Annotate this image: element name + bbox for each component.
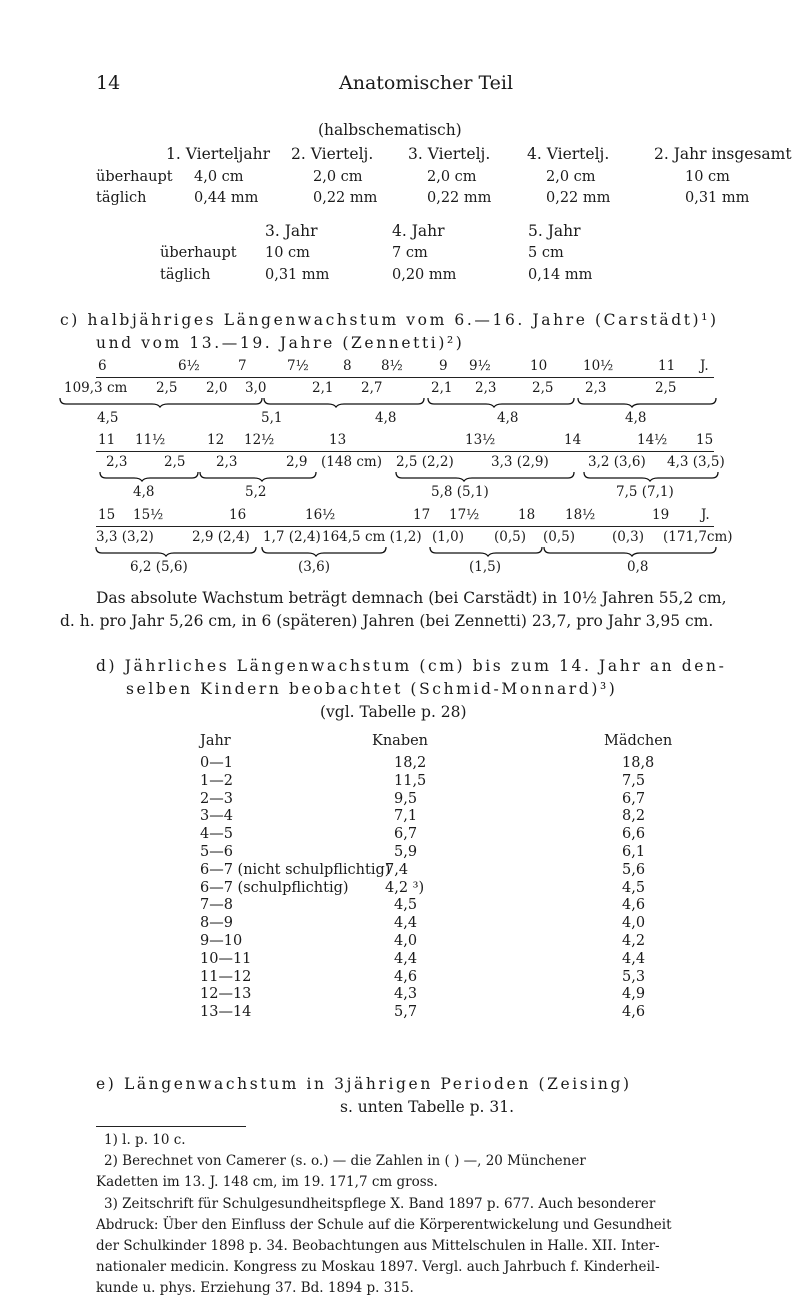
age-label: 17½ [449, 507, 480, 523]
age-label: 11 [98, 432, 116, 448]
cell-jahr: 5—6 [200, 844, 233, 860]
age-label: 18½ [565, 507, 596, 523]
cell-knaben: 9,5 [394, 790, 418, 807]
footnote-3: 3) Zeitschrift für Schulgesundheitspflege X. Band 1897 p. 677. Auch besonderer [104, 1196, 656, 1212]
cell-jahr: 9—10 [200, 933, 243, 949]
value: 2,5 (2,2) [396, 454, 454, 470]
yearly-sum: 4,8 [625, 410, 647, 426]
value: 3,2 (3,6) [588, 454, 646, 470]
cell: 0,22 mm [313, 190, 378, 206]
cell-maedchen: 6,6 [622, 826, 646, 843]
value: 109,3 cm [64, 380, 128, 396]
brace [544, 547, 716, 556]
col-header: 4. Viertelj. [527, 145, 610, 163]
value: 2,5 [164, 454, 186, 470]
cell: 5 cm [528, 245, 564, 261]
value: (171,7cm) [663, 529, 733, 545]
brace [96, 547, 256, 556]
page-number: 14 [96, 72, 121, 94]
age-label: 6 [98, 358, 107, 374]
value: 2,7 [361, 380, 383, 396]
block2-braces [0, 470, 800, 482]
block1-yearly-row [0, 410, 800, 432]
age-label: 8 [343, 358, 352, 374]
cell-maedchen: 8,2 [622, 808, 646, 825]
footnote-3-cont: kunde u. phys. Erziehung 37. Bd. 1894 p. 315. [96, 1280, 414, 1296]
value: 1,7 (2,4) [263, 529, 321, 545]
brace [200, 472, 316, 481]
yearly-sum: 6,2 (5,6) [130, 559, 188, 575]
block2-yearly-row [0, 484, 800, 506]
quarter-overall-row [0, 169, 800, 191]
cell-jahr: 2—3 [200, 790, 233, 807]
footnote-3-cont: Abdruck: Über den Einfluss der Schule auf die Körperentwickelung und Gesundheit [96, 1217, 672, 1233]
block3-yearly-row [0, 559, 800, 581]
summary-line-1: Das absolute Wachstum beträgt demnach (bei Carstädt) in 10½ Jahren 55,2 cm, [96, 589, 727, 607]
cell-knaben: 4,6 [394, 968, 418, 985]
cell-jahr: 13—14 [200, 1004, 252, 1021]
age-label: 15½ [133, 507, 164, 523]
row-label: täglich [96, 190, 147, 206]
cell-maedchen: 6,7 [622, 790, 646, 807]
cell-knaben: 11,5 [394, 772, 427, 789]
brace [60, 398, 262, 407]
value: (1,0) [432, 529, 465, 545]
value: (0,3) [612, 529, 645, 545]
section-e-heading: e) Längenwachstum in 3jährigen Perioden (Zeising) [96, 1075, 632, 1093]
running-title: Anatomischer Teil [339, 72, 514, 94]
cell-knaben: 18,2 [394, 755, 427, 771]
value: 164,5 cm (1,2) [322, 529, 422, 545]
age-label: 14½ [637, 432, 668, 448]
brace [578, 398, 716, 407]
yearly-sum: 5,1 [261, 410, 283, 426]
cell-knaben: 7,4 [385, 861, 409, 878]
brace [428, 398, 574, 407]
value: 2,5 [156, 380, 178, 396]
value: 2,0 [206, 380, 228, 396]
brace [264, 398, 424, 407]
value: 2,3 [475, 380, 497, 396]
cell-jahr: 0—1 [200, 755, 233, 771]
cell: 2,0 cm [427, 169, 477, 185]
cell-maedchen: 4,0 [622, 915, 646, 932]
cell-maedchen: 5,3 [622, 968, 646, 985]
cell: 0,20 mm [392, 267, 457, 283]
block2-rule [96, 451, 714, 452]
age-label: 7½ [287, 358, 309, 374]
footnote-separator [96, 1126, 246, 1127]
age-label: 15 [696, 432, 714, 448]
table-header [0, 733, 800, 755]
age-label: 10 [530, 358, 548, 374]
col-header: 2. Jahr insgesamt [654, 145, 792, 163]
block3-rule [96, 526, 714, 527]
cell-maedchen: 4,6 [622, 897, 646, 914]
section-d-heading-2: selben Kindern beobachtet (Schmid-Monnard)³) [126, 680, 618, 698]
section-d-heading: d) Jährliches Längenwachstum (cm) bis zum 14. Jahr an den- [96, 657, 727, 675]
cell-maedchen: 6,1 [622, 844, 646, 860]
age-label: 19 [652, 507, 670, 523]
value: (0,5) [494, 529, 527, 545]
cell-jahr: 8—9 [200, 915, 233, 932]
cell-jahr: 1—2 [200, 772, 233, 789]
value: 3,0 [245, 380, 267, 396]
cell-jahr: 12—13 [200, 986, 252, 1003]
cell-jahr: 7—8 [200, 897, 233, 914]
cell-maedchen: 4,2 [622, 933, 646, 949]
cell-jahr: 11—12 [200, 968, 252, 985]
brace [584, 472, 718, 481]
yearly-sum: 0,8 [627, 559, 649, 575]
cell-jahr: 6—7 (schulpflichtig) [200, 879, 349, 896]
summary-line-2: d. h. pro Jahr 5,26 cm, in 6 (späteren) Jahren (bei Zennetti) 23,7, pro Jahr 3,95 cm. [60, 612, 714, 630]
col-header: 2. Viertelj. [291, 145, 374, 163]
quarter-daily-row [0, 190, 800, 212]
subtitle-halbschematisch: (halbschematisch) [318, 121, 462, 139]
cell-knaben: 6,7 [394, 826, 418, 843]
col-header: 5. Jahr [528, 222, 581, 240]
brace [430, 547, 542, 556]
cell-maedchen: 18,8 [622, 755, 655, 771]
cell-maedchen: 7,5 [622, 772, 646, 789]
yearly-sum: 4,5 [97, 410, 119, 426]
footnote-3-cont: der Schulkinder 1898 p. 34. Beobachtungen aus Mittelschulen in Halle. XII. Inter- [96, 1238, 660, 1254]
cell: 0,22 mm [546, 190, 611, 206]
section-d-heading-3: (vgl. Tabelle p. 28) [320, 703, 467, 721]
cell-knaben: 5,7 [394, 1004, 418, 1021]
age-label: 12½ [244, 432, 275, 448]
age-label: 16 [229, 507, 247, 523]
cell: 0,44 mm [194, 190, 259, 206]
age-label: 17 [413, 507, 431, 523]
year-header-row [0, 222, 800, 244]
cell: 10 cm [685, 169, 730, 185]
cell-maedchen: 4,6 [622, 1004, 646, 1021]
cell-knaben: 4,2 ³) [385, 879, 425, 896]
value: 2,1 [431, 380, 453, 396]
table-row [0, 1004, 800, 1026]
value: 2,5 [532, 380, 554, 396]
age-label: 6½ [178, 358, 200, 374]
value: 2,3 [585, 380, 607, 396]
header-jahr: Jahr [200, 733, 231, 749]
footnote-2-cont: Kadetten im 13. J. 148 cm, im 19. 171,7 cm gross. [96, 1174, 438, 1190]
yearly-sum: (3,6) [298, 559, 331, 575]
year-daily-row [0, 267, 800, 289]
footnote-1: 1) l. p. 10 c. [104, 1132, 186, 1148]
value: 4,3 (3,5) [667, 454, 725, 470]
col-header: 4. Jahr [392, 222, 445, 240]
cell-maedchen: 4,4 [622, 950, 646, 967]
age-label: 8½ [381, 358, 403, 374]
yearly-sum: 4,8 [375, 410, 397, 426]
cell: 0,22 mm [427, 190, 492, 206]
header-knaben: Knaben [372, 733, 429, 749]
value: 2,9 (2,4) [192, 529, 250, 545]
yearly-sum: 4,8 [133, 484, 155, 500]
quarter-header-row [0, 145, 800, 167]
block1-rule [96, 377, 714, 378]
value: (0,5) [543, 529, 576, 545]
age-label: 7 [238, 358, 247, 374]
age-label: 13½ [465, 432, 496, 448]
row-label: überhaupt [96, 169, 173, 185]
value: 3,3 (3,2) [96, 529, 154, 545]
footnote-2: 2) Berechnet von Camerer (s. o.) — die Zahlen in ( ) —, 20 Münchener [104, 1153, 586, 1169]
cell-knaben: 5,9 [394, 844, 418, 860]
cell: 0,31 mm [685, 190, 750, 206]
value: 2,3 [216, 454, 238, 470]
age-label: 15 [98, 507, 116, 523]
footnote-3-cont: nationaler medicin. Kongress zu Moskau 1897. Vergl. auch Jahrbuch f. Kinderheil- [96, 1259, 660, 1275]
yearly-sum: 5,8 (5,1) [431, 484, 489, 500]
cell-jahr: 6—7 (nicht schulpflichtig) [200, 861, 391, 878]
age-label: 11 [658, 358, 676, 374]
cell: 0,31 mm [265, 267, 330, 283]
block1-braces [0, 396, 800, 408]
cell-knaben: 4,3 [394, 986, 418, 1003]
age-label: 10½ [583, 358, 614, 374]
value: 2,1 [312, 380, 334, 396]
cell-maedchen: 4,5 [622, 879, 646, 896]
row-label: überhaupt [160, 245, 237, 261]
cell-knaben: 4,5 [394, 897, 418, 914]
value: 2,3 [106, 454, 128, 470]
cell-maedchen: 5,6 [622, 861, 646, 878]
age-label: 9 [439, 358, 448, 374]
value: (148 cm) [321, 454, 382, 470]
col-header: 3. Viertelj. [408, 145, 491, 163]
value: 3,3 (2,9) [491, 454, 549, 470]
age-label: 13 [329, 432, 347, 448]
year-overall-row [0, 245, 800, 267]
age-label: 11½ [135, 432, 166, 448]
cell-jahr: 4—5 [200, 826, 233, 843]
header-maedchen: Mädchen [604, 733, 673, 749]
cell-knaben: 4,4 [394, 950, 418, 967]
cell: 2,0 cm [313, 169, 363, 185]
cell: 7 cm [392, 245, 428, 261]
cell-knaben: 4,0 [394, 933, 418, 949]
value: 2,5 [655, 380, 677, 396]
cell: 2,0 cm [546, 169, 596, 185]
cell-jahr: 10—11 [200, 950, 252, 967]
cell: 10 cm [265, 245, 310, 261]
value: 2,9 [286, 454, 308, 470]
age-label: 18 [518, 507, 536, 523]
cell: 0,14 mm [528, 267, 593, 283]
cell-knaben: 4,4 [394, 915, 418, 932]
brace [100, 472, 198, 481]
brace [262, 547, 386, 556]
age-label: 9½ [469, 358, 491, 374]
yearly-sum: 7,5 (7,1) [616, 484, 674, 500]
yearly-sum: 5,2 [245, 484, 267, 500]
block3-braces [0, 545, 800, 557]
age-label: J. [700, 358, 709, 374]
col-header: 1. Vierteljahr [166, 145, 270, 163]
yearly-sum: 4,8 [497, 410, 519, 426]
row-label: täglich [160, 267, 211, 283]
age-label: 16½ [305, 507, 336, 523]
age-label: J. [701, 507, 710, 523]
section-c-heading: c) halbjähriges Längenwachstum vom 6.—16. Jahre (Carstädt)¹) [60, 311, 719, 329]
age-label: 14 [564, 432, 582, 448]
cell-maedchen: 4,9 [622, 986, 646, 1003]
age-label: 12 [207, 432, 225, 448]
section-e-heading-2: s. unten Tabelle p. 31. [340, 1098, 514, 1116]
cell-jahr: 3—4 [200, 808, 233, 825]
yearly-sum: (1,5) [469, 559, 502, 575]
section-c-heading-2: und vom 13.—19. Jahre (Zennetti)²) [96, 334, 465, 352]
cell-knaben: 7,1 [394, 808, 418, 825]
cell: 4,0 cm [194, 169, 244, 185]
brace [396, 472, 574, 481]
col-header: 3. Jahr [265, 222, 318, 240]
